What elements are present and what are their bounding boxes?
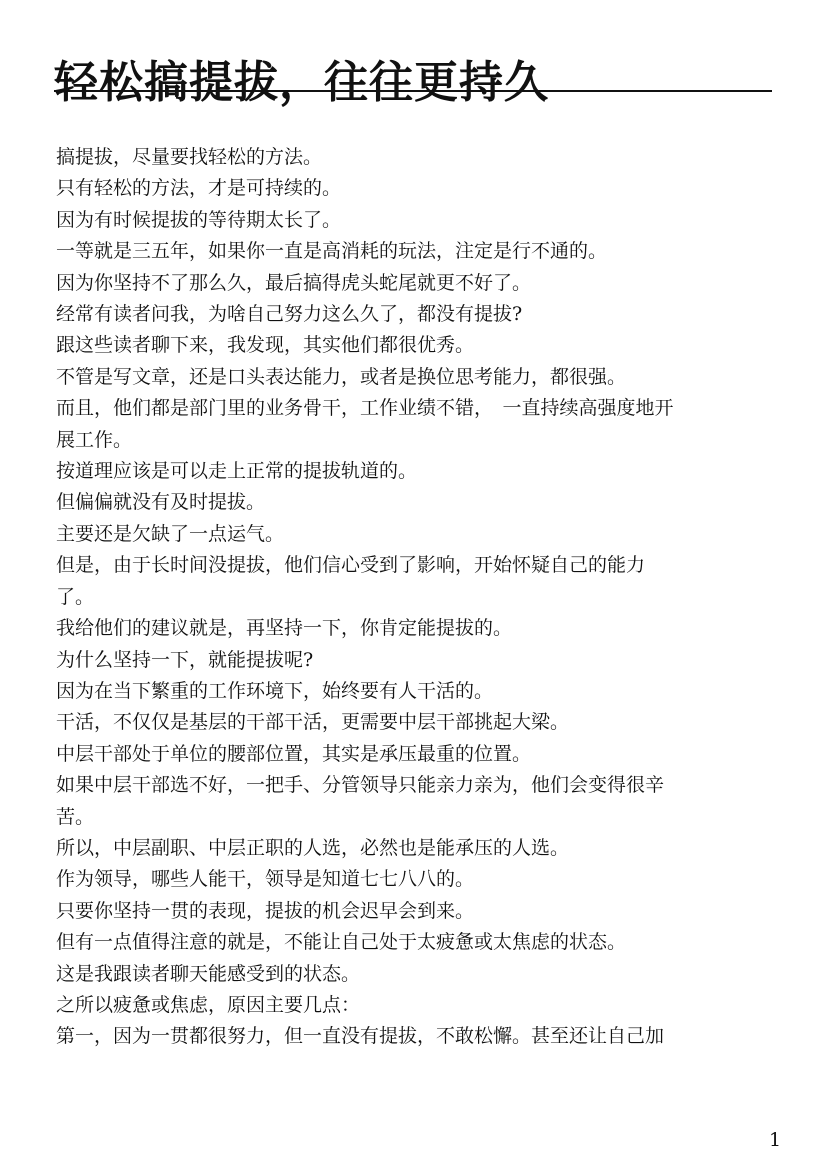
text-line: 经常有读者问我，为啥自己努力这么久了，都没有提拔? [56,303,523,326]
text-line: 作为领导，哪些人能干，领导是知道七七八八的。 [56,868,475,891]
text-line: 按道理应该是可以走上正常的提拔轨道的。 [56,460,418,483]
text-line: 之所以疲惫或焦虑，原因主要几点： [56,993,361,1016]
page-title: 轻松搞提拔，往往更持久 [54,57,549,109]
text-line: 中层干部处于单位的腰部位置，其实是承压最重的位置。 [56,742,532,765]
page-number: 1 [769,1129,782,1151]
text-line: 了。 [56,585,95,608]
text-line: 展工作。 [56,428,133,451]
text-line: 搞提拔，尽量要找轻松的方法。 [56,146,323,168]
text-line: 这是我跟读者聊天能感受到的状态。 [56,962,361,985]
text-line: 苦。 [56,805,95,828]
text-line: 只要你坚持一贯的表现，提拔的机会迟早会到来。 [56,899,475,922]
text-line: 跟这些读者聊下来，我发现，其实他们都很优秀。 [56,334,475,357]
text-line: 但偏偏就没有及时提拔。 [56,491,266,514]
text-line: 主要还是欠缺了一点运气。 [56,522,285,545]
text-line: 第一，因为一贯都很努力，但一直没有提拔，不敢松懈。甚至还让自己加 [56,1025,665,1048]
text-line: 因为有时候提拔的等待期太长了。 [56,208,342,231]
text-line: 但有一点值得注意的就是，不能让自己处于太疲惫或太焦虑的状态。 [56,931,627,954]
text-line: 因为在当下繁重的工作环境下，始终要有人干活的。 [56,679,494,702]
text-line: 所以，中层副职、中层正职的人选，必然也是能承压的人选。 [56,836,570,859]
article-body [56,142,746,1053]
text-line: 我给他们的建议就是，再坚持一下，你肯定能提拔的。 [56,617,513,640]
text-line: 为什么坚持一下，就能提拔呢? [56,648,314,671]
text-line: 一等就是三五年，如果你一直是高消耗的玩法，注定是行不通的。 [56,240,608,263]
text-line: 干活，不仅仅是基层的干部干活，更需要中层干部挑起大梁。 [56,711,570,734]
text-line: 但是，由于长时间没提拔，他们信心受到了影响，开始怀疑自己的能力 [56,554,646,577]
text-line: 而且，他们都是部门里的业务骨干，工作业绩不错， 一直持续高强度地开 [56,397,674,420]
text-line: 因为你坚持不了那么久，最后搞得虎头蛇尾就更不好了。 [56,271,532,294]
text-line: 不管是写文章，还是口头表达能力，或者是换位思考能力，都很强。 [56,365,627,388]
text-line: 只有轻松的方法，才是可持续的。 [56,177,342,200]
text-line: 如果中层干部选不好，一把手、分管领导只能亲力亲为，他们会变得很辛 [56,774,665,797]
title-divider [54,90,772,92]
